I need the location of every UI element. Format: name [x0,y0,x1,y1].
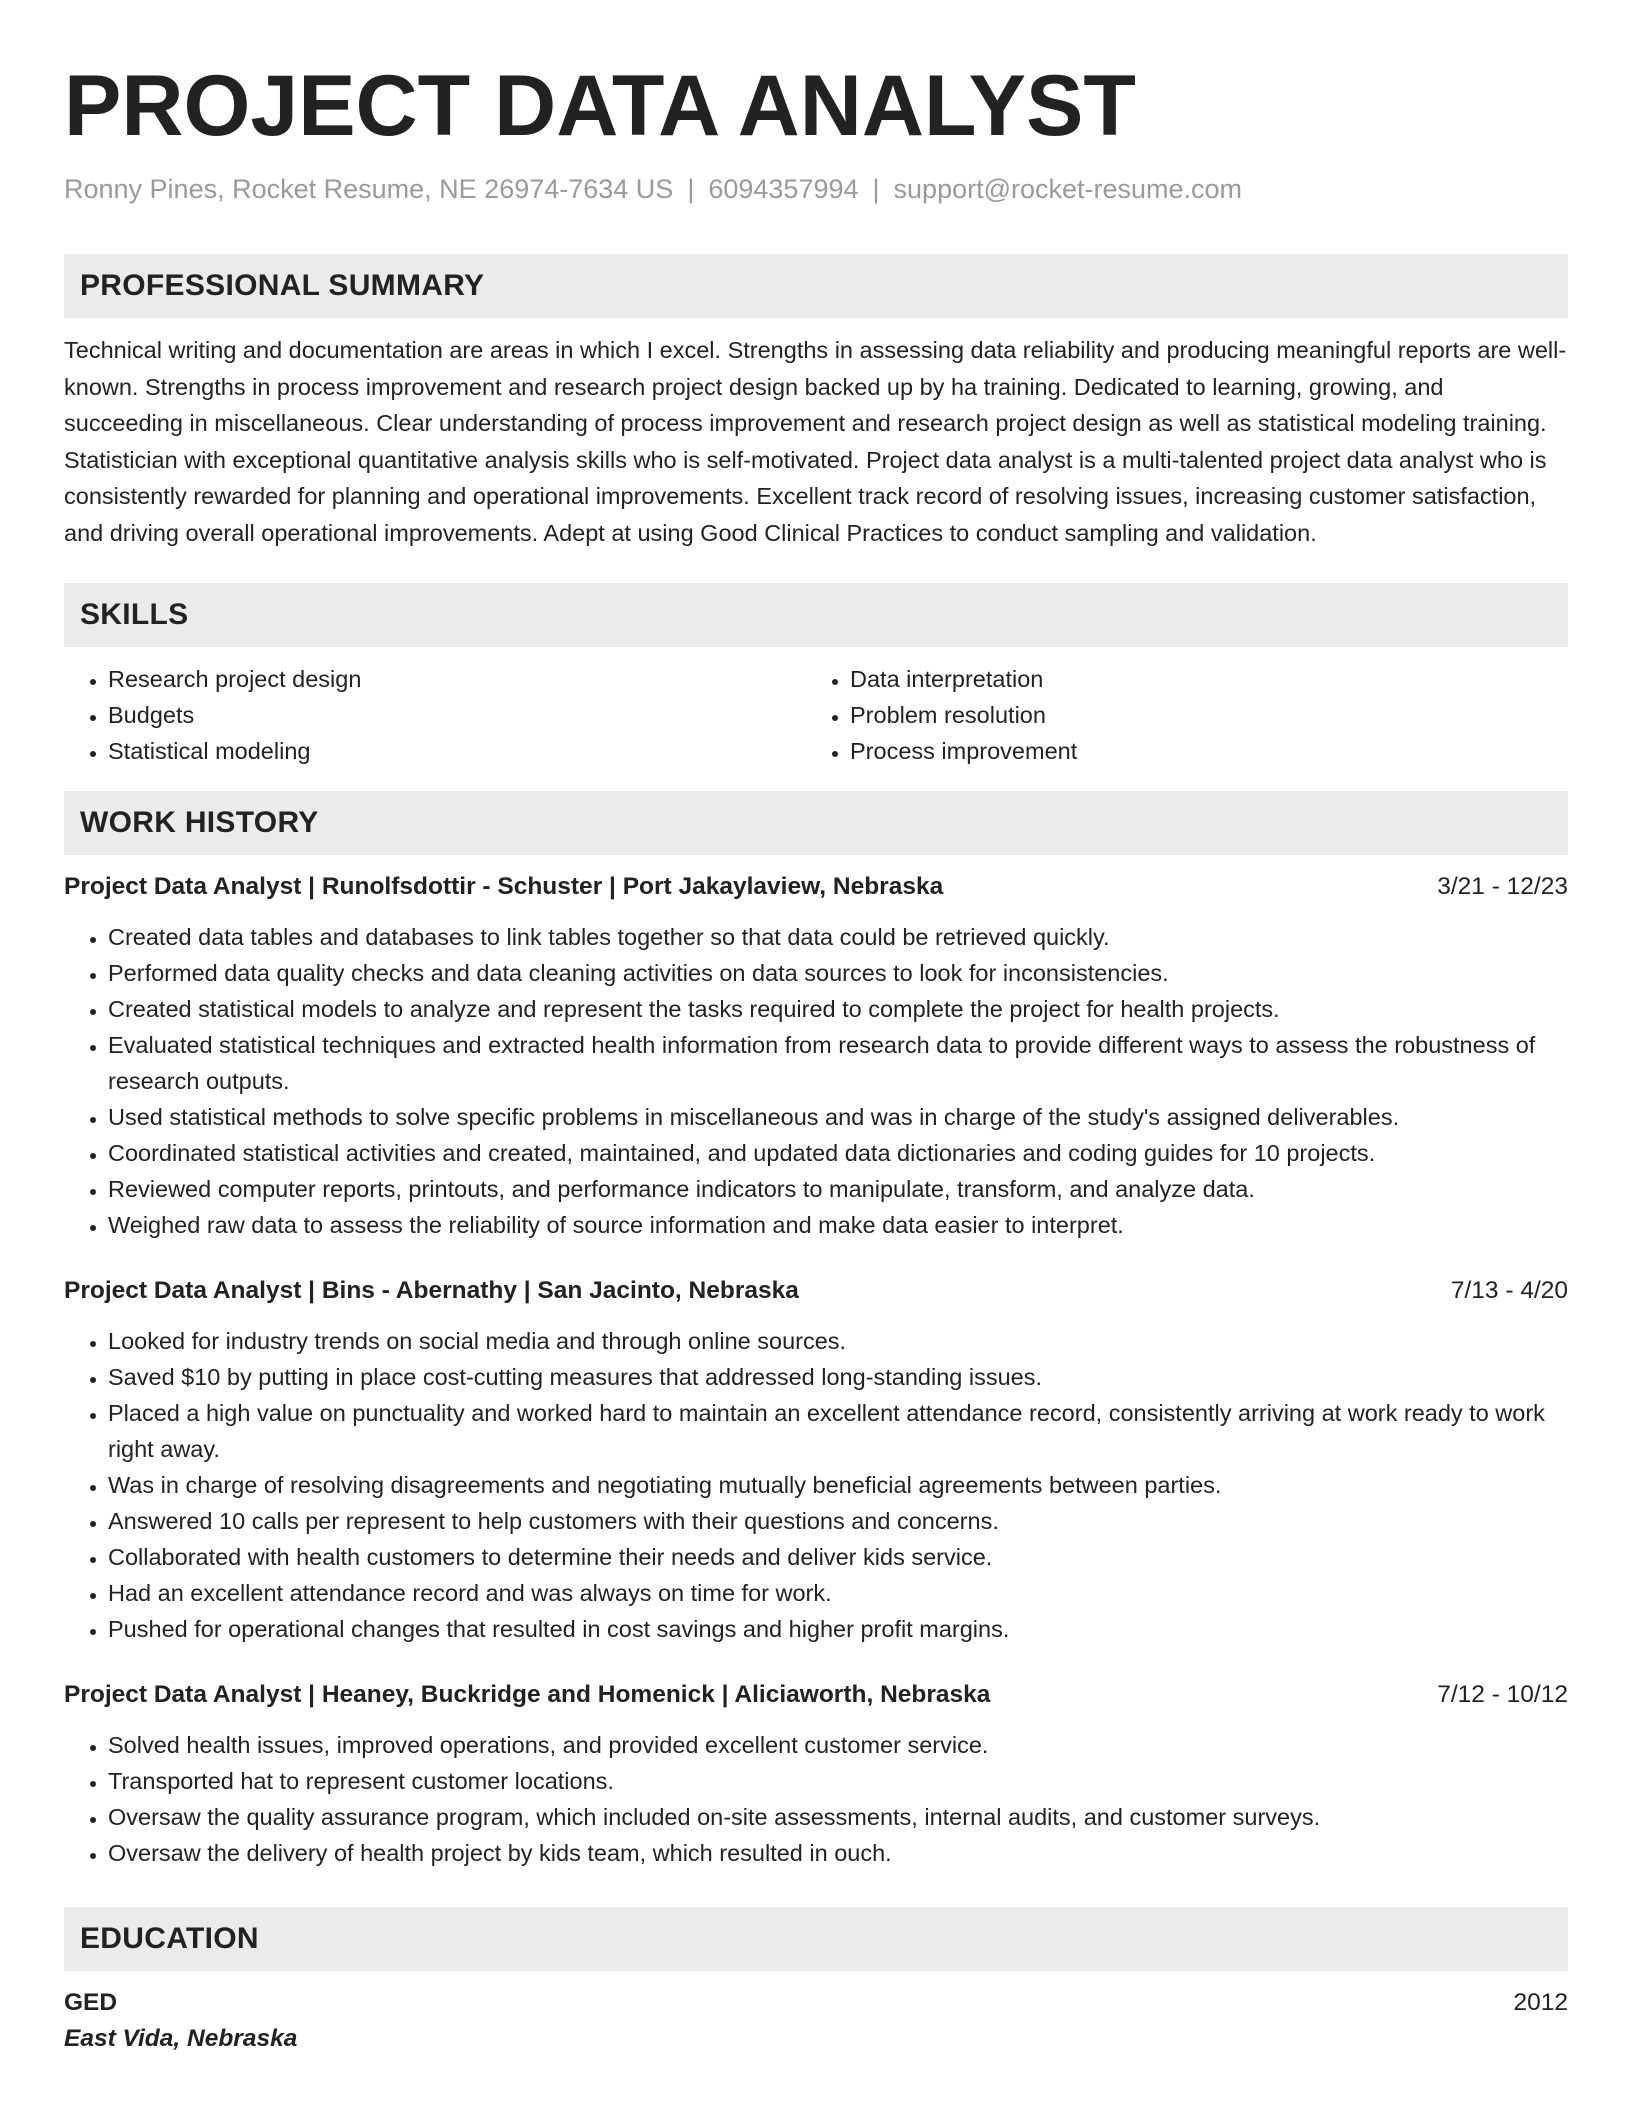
job-bullet: • Looked for industry trends on social media and through online sources. [108,1323,1568,1359]
job-dates: 3/21 - 12/23 [1437,873,1568,900]
job-bullet: • Coordinated statistical activities and created, maintained, and updated data dictionaries and coding guides for 10 projects. [108,1135,1568,1171]
job-dates: 7/12 - 10/12 [1437,1681,1568,1708]
job-bullet: • Pushed for operational changes that resulted in cost savings and higher profit margins. [108,1611,1568,1647]
job-bullet: • Reviewed computer reports, printouts, and performance indicators to manipulate, transform, and analyze data. [108,1171,1568,1207]
section-heading-education: EDUCATION [64,1907,1568,1971]
job-header [64,1273,1568,1309]
job-bullet: • Created data tables and databases to link tables together so that data could be retrieved quickly. [108,919,1568,955]
skills-list [64,661,1568,769]
job-bullet: • Weighed raw data to assess the reliability of source information and make data easier to interpret. [108,1207,1568,1243]
job-dates: 7/13 - 4/20 [1450,1277,1568,1304]
job-bullet: • Performed data quality checks and data cleaning activities on data sources to look for inconsistencies. [108,955,1568,991]
summary-text: Technical writing and documentation are areas in which I excel. Strengths in assessing data reliability and producing meaningful reports are well-known. Strengths in process improvement and research project design backed up by ha training. Dedicated to learning, growing, and succeeding in miscellaneous. Clear understanding of process improvement and research project design as well as statistical modeling training. Statistician with exceptional quantitative analysis skills who is self-motivated. Project data analyst is a multi-talented project data analyst who is consistently rewarded for planning and operational improvements. Excellent track record of resolving issues, increasing customer satisfaction, and driving overall operational improvements. Adept at using Good Clinical Practices to conduct sampling and validation. [64,337,1567,546]
job-bullet: • Placed a high value on punctuality and worked hard to maintain an excellent attendance record, consistently arriving at work ready to work right away. [108,1395,1568,1467]
skill-item: • Research project design [108,661,806,697]
job-bullets [64,919,1568,1243]
education-year: 2012 [1513,1989,1568,2016]
job-bullet: • Collaborated with health customers to determine their needs and deliver kids service. [108,1539,1568,1575]
job-bullet: • Had an excellent attendance record and was always on time for work. [108,1575,1568,1611]
job-bullet: • Saved $10 by putting in place cost-cutting measures that addressed long-standing issues. [108,1359,1568,1395]
job-bullet: • Answered 10 calls per represent to help customers with their questions and concerns. [108,1503,1568,1539]
job-entry [64,869,1568,1243]
job-bullet: • Oversaw the quality assurance program, which included on-site assessments, internal audits, and customer surveys. [108,1799,1568,1835]
contact-line [64,172,1568,206]
job-bullet: • Was in charge of resolving disagreements and negotiating mutually beneficial agreements between parties. [108,1467,1568,1503]
job-bullet: • Solved health issues, improved operations, and provided excellent customer service. [108,1727,1568,1763]
address: Ronny Pines, Rocket Resume, NE 26974-7634 US [64,174,674,204]
separator: | [687,174,695,204]
job-title: Project Data Analyst | Runolfsdottir - Schuster | Port Jakaylaview, Nebraska [64,873,944,900]
section-heading-work: WORK HISTORY [64,791,1568,855]
job-bullet: • Transported hat to represent customer locations. [108,1763,1568,1799]
job-bullet: • Created statistical models to analyze and represent the tasks required to complete the project for health projects. [108,991,1568,1027]
phone: 6094357994 [708,174,859,204]
separator: | [872,174,880,204]
job-bullet: • Oversaw the delivery of health project by kids team, which resulted in ouch. [108,1835,1568,1871]
job-bullet: • Used statistical methods to solve specific problems in miscellaneous and was in charge of the study's assigned deliverables. [108,1099,1568,1135]
education-school: East Vida, Nebraska [64,2025,298,2052]
job-bullets [64,1323,1568,1647]
skill-item: • Budgets [108,697,806,733]
skill-item: • Problem resolution [850,697,1548,733]
education-degree: GED [64,1989,118,2016]
resume-page [64,0,1568,2057]
skills-column-left [64,661,806,769]
job-title: Project Data Analyst | Bins - Abernathy | San Jacinto, Nebraska [64,1277,799,1304]
skill-item: • Process improvement [850,733,1548,769]
section-heading-summary: PROFESSIONAL SUMMARY [64,254,1568,318]
job-entry [64,1677,1568,1871]
job-header [64,1677,1568,1713]
section-heading-skills: SKILLS [64,583,1568,647]
job-entry [64,1273,1568,1647]
job-bullets [64,1727,1568,1871]
skills-column-right [806,661,1548,769]
skill-item: • Data interpretation [850,661,1548,697]
job-header [64,869,1568,905]
resume-title: PROJECT DATA ANALYST [64,58,1136,154]
job-bullet: • Evaluated statistical techniques and extracted health information from research data to provide different ways to assess the robustness of research outputs. [108,1027,1568,1099]
skill-item: • Statistical modeling [108,733,806,769]
job-title: Project Data Analyst | Heaney, Buckridge and Homenick | Aliciaworth, Nebraska [64,1681,991,1708]
email: support@rocket-resume.com [893,174,1243,204]
education-entry [64,1985,1568,2021]
